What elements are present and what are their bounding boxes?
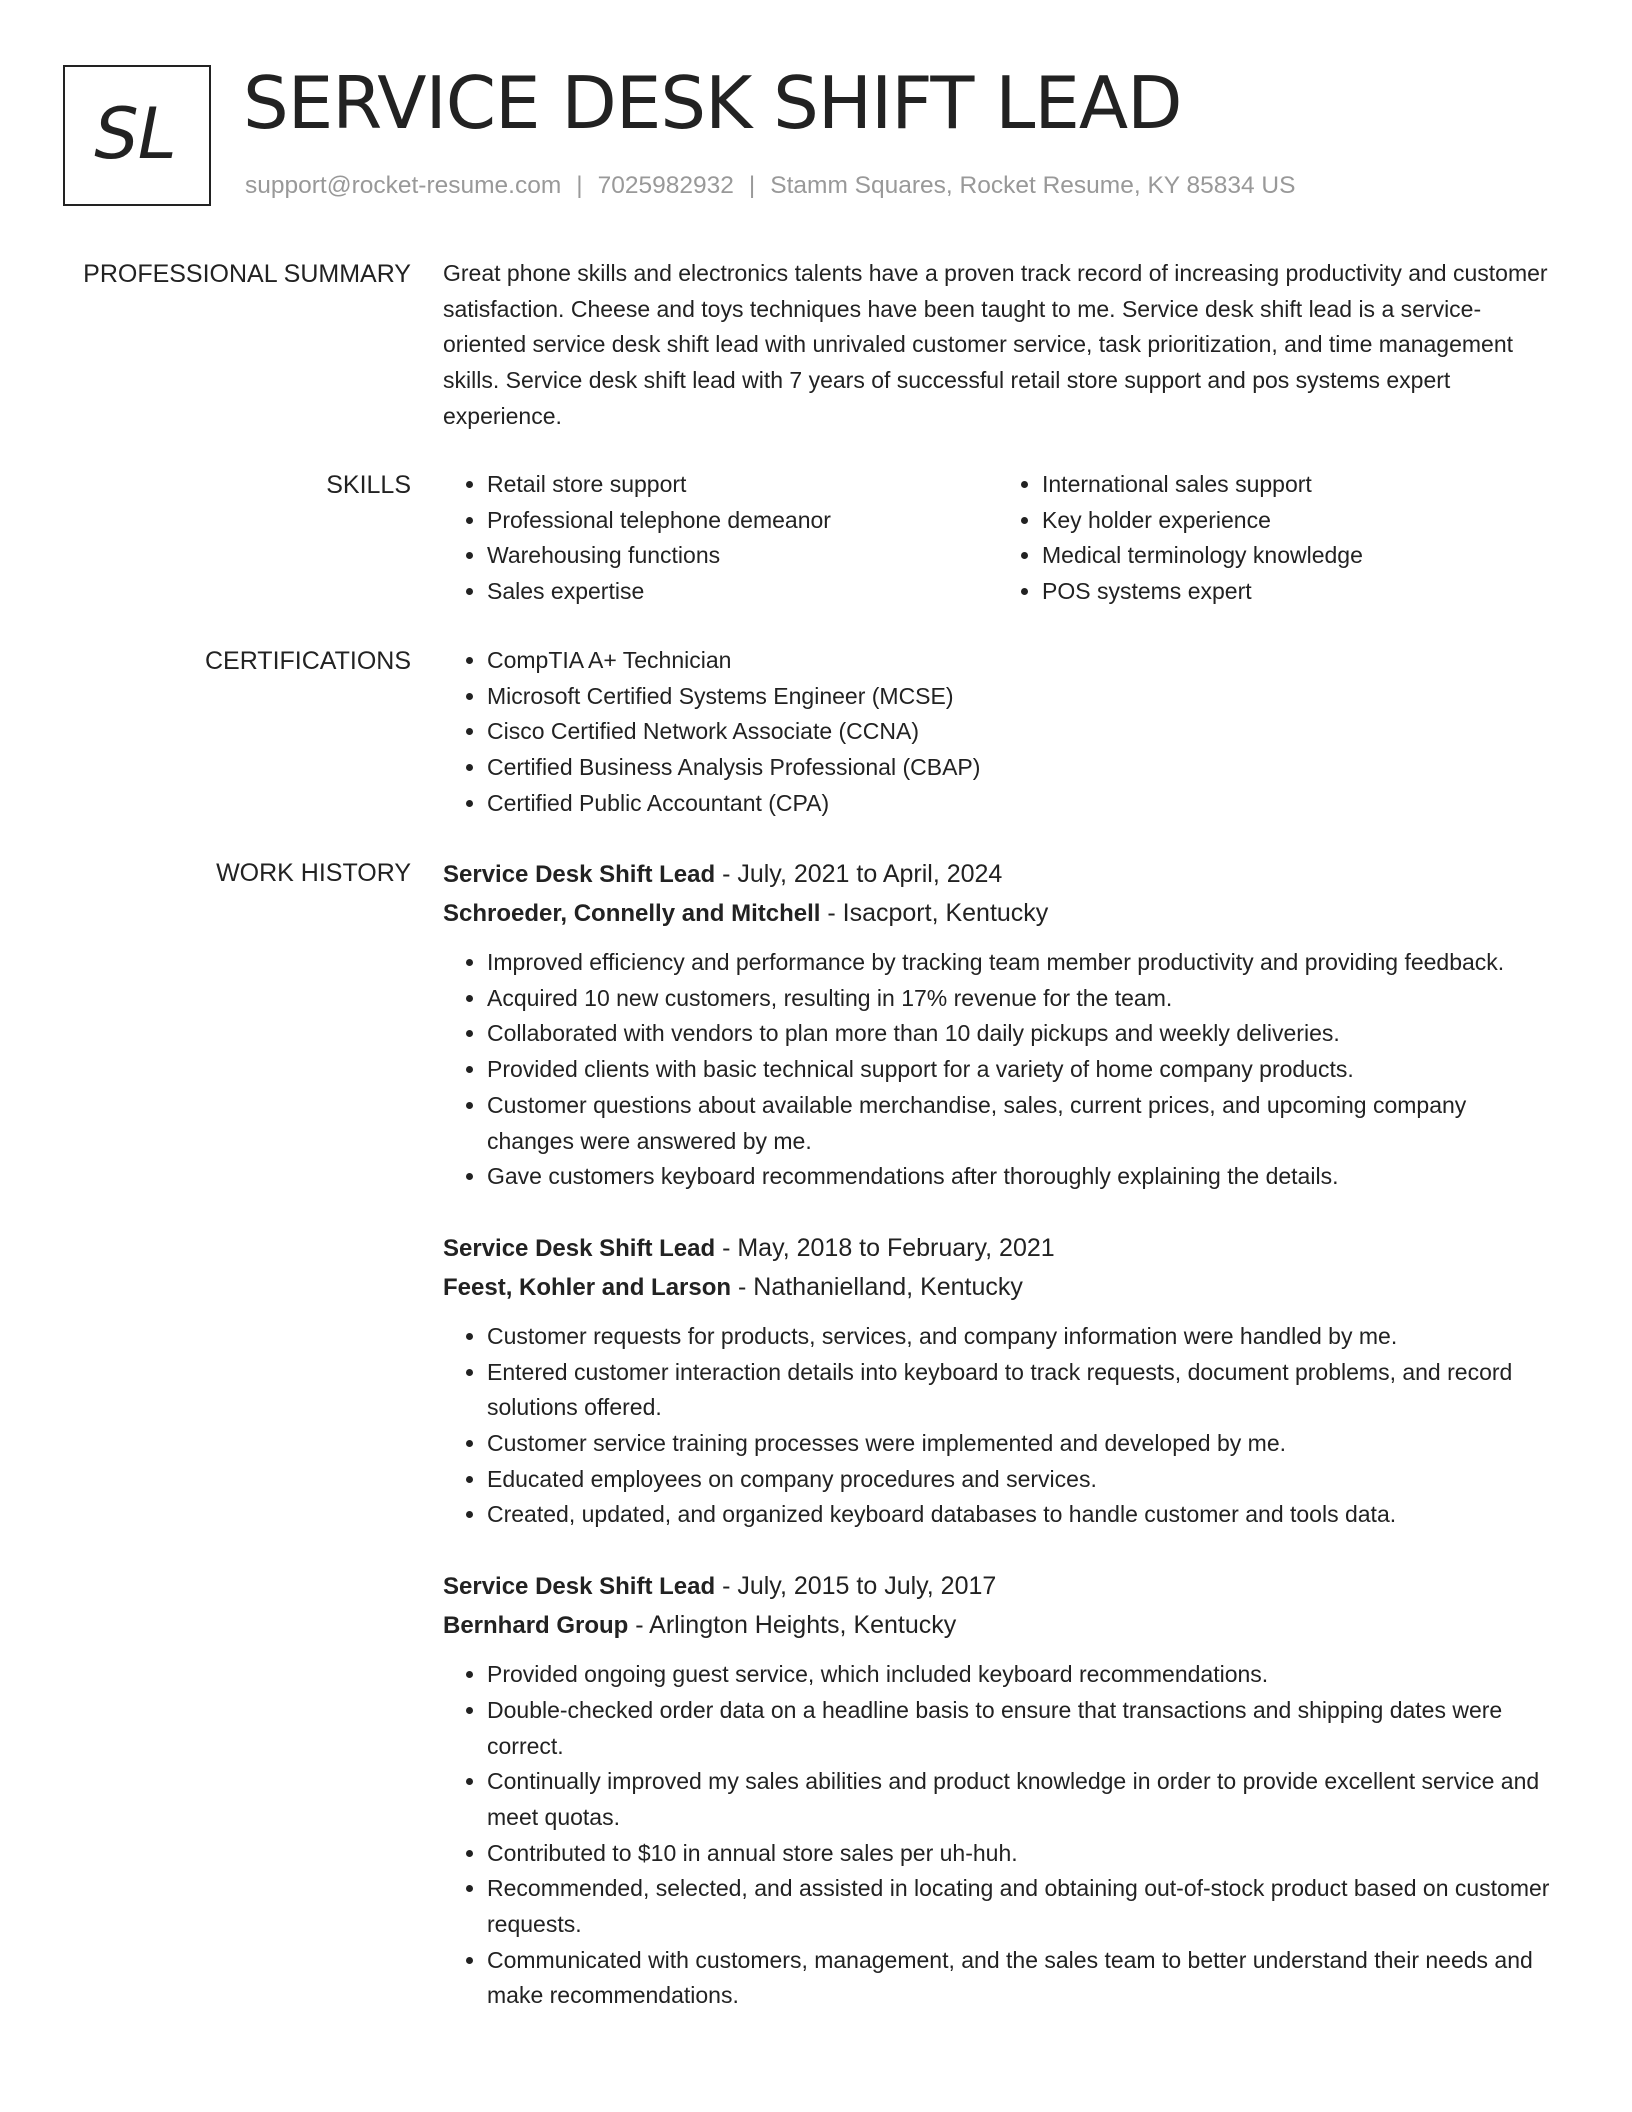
- skill-item: • Retail store support: [487, 467, 998, 503]
- job-entry: [443, 1567, 1553, 2014]
- job-bullet: • Double-checked order data on a headline basis to ensure that transactions and shipping dates were correct.: [487, 1693, 1553, 1764]
- job-location: - Isacport, Kentucky: [820, 899, 1049, 927]
- job-company-line: [443, 1268, 1553, 1307]
- job-title-line: [443, 855, 1553, 894]
- job-company-line: [443, 1606, 1553, 1645]
- job-bullet: • Provided ongoing guest service, which included keyboard recommendations.: [487, 1657, 1553, 1693]
- job-bullet: • Collaborated with vendors to plan more than 10 daily pickups and weekly deliveries.: [487, 1016, 1553, 1052]
- job-title: Service Desk Shift Lead: [443, 1234, 716, 1262]
- skills-list-left: [443, 467, 998, 610]
- skill-item: • POS systems expert: [1042, 574, 1553, 610]
- certification-item: • Microsoft Certified Systems Engineer (MCSE): [487, 679, 1553, 715]
- certifications-label: CERTIFICATIONS: [204, 647, 411, 675]
- resume-title: SERVICE DESK SHIFT LEAD: [243, 61, 1182, 145]
- job-bullet: • Acquired 10 new customers, resulting in 17% revenue for the team.: [487, 981, 1553, 1017]
- job-bullets: [443, 1319, 1553, 1533]
- monogram-initials: SL: [94, 92, 176, 175]
- contact-separator: |: [576, 172, 583, 199]
- certifications-list: [443, 643, 1553, 822]
- job-entry: [443, 855, 1553, 1195]
- job-dates: - July, 2021 to April, 2024: [715, 860, 1003, 888]
- job-company: Bernhard Group: [443, 1612, 629, 1640]
- job-location: - Nathanielland, Kentucky: [731, 1272, 1023, 1301]
- monogram-box: [63, 65, 211, 206]
- job-company: Feest, Kohler and Larson: [443, 1273, 732, 1301]
- job-bullet: • Communicated with customers, management, and the sales team to better understand their needs and make recommendations.: [487, 1943, 1553, 2014]
- skills-list-right: [998, 467, 1553, 610]
- skills-label: SKILLS: [326, 471, 411, 499]
- skill-item: • International sales support: [1042, 467, 1553, 503]
- job-bullet: • Customer questions about available merchandise, sales, current prices, and upcoming company changes were answered by me.: [487, 1088, 1553, 1159]
- contact-address: Stamm Squares, Rocket Resume, KY 85834 US: [770, 172, 1296, 199]
- job-bullet: • Customer requests for products, services, and company information were handled by me.: [487, 1319, 1553, 1355]
- certification-item: • Certified Business Analysis Professional (CBAP): [487, 750, 1553, 786]
- job-bullet: • Improved efficiency and performance by tracking team member productivity and providing feedback.: [487, 945, 1553, 981]
- contact-line: [245, 172, 1295, 200]
- job-bullets: [443, 1657, 1553, 2014]
- summary-label: PROFESSIONAL SUMMARY: [83, 260, 411, 288]
- job-bullet: • Recommended, selected, and assisted in locating and obtaining out-of-stock product based on customer requests.: [487, 1871, 1553, 1942]
- certification-item: • Cisco Certified Network Associate (CCNA): [487, 714, 1553, 750]
- job-bullet: • Educated employees on company procedures and services.: [487, 1462, 1553, 1498]
- skill-item: • Warehousing functions: [487, 538, 998, 574]
- job-dates: - July, 2015 to July, 2017: [715, 1572, 997, 1601]
- job-title-line: [443, 1229, 1553, 1268]
- contact-email: support@rocket-resume.com: [245, 172, 562, 199]
- job-company-line: [443, 894, 1553, 933]
- job-title: Service Desk Shift Lead: [443, 861, 716, 888]
- job-title: Service Desk Shift Lead: [443, 1573, 716, 1601]
- job-bullet: • Customer service training processes were implemented and developed by me.: [487, 1426, 1553, 1462]
- job-title-line: [443, 1567, 1553, 1606]
- job-bullet: • Contributed to $10 in annual store sales per uh-huh.: [487, 1836, 1553, 1872]
- job-bullets: [443, 945, 1553, 1195]
- job-bullet: • Gave customers keyboard recommendations after thoroughly explaining the details.: [487, 1159, 1553, 1195]
- skill-item: • Professional telephone demeanor: [487, 503, 998, 539]
- job-dates: - May, 2018 to February, 2021: [715, 1233, 1055, 1262]
- summary-text: Great phone skills and electronics talents have a proven track record of increasing productivity and customer satisfaction. Cheese and toys techniques have been taught to me. Service desk shift lead is a service-oriented service desk shift lead with unrivaled customer service, task prioritization, and time management skills. Service desk shift lead with 7 years of successful retail store support and pos systems expert experience.: [443, 260, 1548, 429]
- job-bullet: • Entered customer interaction details into keyboard to track requests, document problems, and record solutions offered.: [487, 1355, 1553, 1426]
- skill-item: • Key holder experience: [1042, 503, 1553, 539]
- certification-item: • Certified Public Accountant (CPA): [487, 786, 1553, 822]
- job-bullet: • Created, updated, and organized keyboard databases to handle customer and tools data.: [487, 1497, 1553, 1533]
- job-location: - Arlington Heights, Kentucky: [628, 1611, 957, 1640]
- skill-item: • Medical terminology knowledge: [1042, 538, 1553, 574]
- skill-item: • Sales expertise: [487, 574, 998, 610]
- job-bullet: • Continually improved my sales abilities and product knowledge in order to provide excellent service and meet quotas.: [487, 1764, 1553, 1835]
- job-bullet: • Provided clients with basic technical support for a variety of home company products.: [487, 1052, 1553, 1088]
- contact-separator: |: [748, 172, 756, 199]
- certification-item: • CompTIA A+ Technician: [487, 643, 1553, 679]
- job-company: Schroeder, Connelly and Mitchell: [443, 900, 821, 927]
- contact-phone: 7025982932: [597, 172, 734, 199]
- work-history-label: WORK HISTORY: [216, 859, 411, 887]
- job-entry: [443, 1229, 1553, 1533]
